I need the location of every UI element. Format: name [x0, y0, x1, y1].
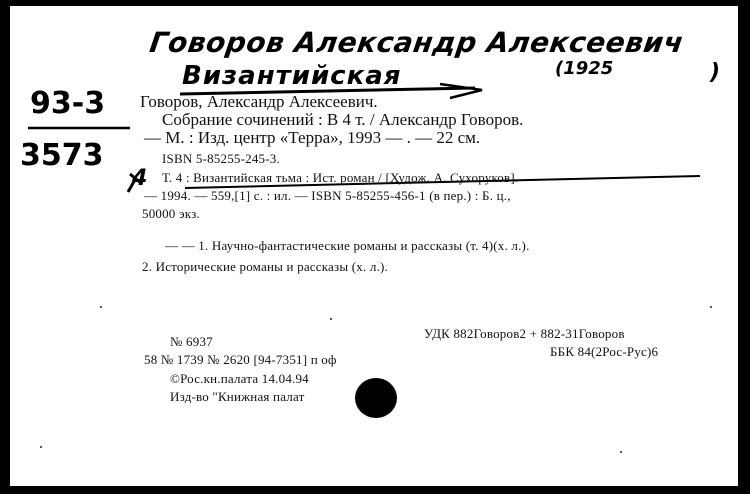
speck: [710, 306, 712, 308]
footer-publisher: Изд-во "Книжная палат: [170, 389, 305, 404]
entry-title: Собрание сочинений : В 4 т. / Александр Говоров.: [162, 110, 524, 129]
speck: [620, 451, 622, 453]
handwritten-title: Византийская: [182, 61, 402, 91]
handwritten-bracket: ): [710, 60, 721, 85]
udk-code: УДК 882Говоров2 + 882-31Говоров: [424, 326, 625, 341]
call-number-top: 93-3: [30, 86, 106, 121]
bbk-code: ББК 84(2Рос-Рус)6: [550, 344, 659, 359]
handwritten-author: Говоров Александр Алексеевич: [147, 26, 686, 59]
footer-copyright: ©Рос.кн.палата 14.04.94: [170, 371, 309, 386]
subject-line-2: 2. Исторические романы и рассказы (х. л.).: [142, 259, 388, 274]
entry-imprint: — М. : Изд. центр «Терра», 1993 — . — 22 см.: [144, 128, 481, 147]
ink-blot: [355, 378, 397, 418]
volume-mark: 4: [132, 166, 148, 191]
footer-line58: 58 № 1739 № 2620 [94-7351] п оф: [144, 352, 337, 367]
footer-num: № 6937: [170, 334, 213, 349]
speck: [330, 318, 332, 320]
speck: [40, 446, 42, 448]
speck: [100, 306, 102, 308]
entry-isbn: ISBN 5-85255-245-3.: [162, 151, 280, 166]
volume-line-2: — 1994. — 559,[1] с. : ил. — ISBN 5-85255-456-1 (в пер.) : Б. ц.,: [144, 188, 511, 203]
subject-line-1: — — 1. Научно-фантастические романы и рассказы (т. 4)(х. л.).: [165, 238, 530, 253]
entry-heading: Говоров, Александр Алексеевич.: [140, 92, 378, 111]
volume-line-3: 50000 экз.: [142, 206, 200, 221]
call-number-bottom: 3573: [20, 138, 104, 173]
handwritten-year: (1925: [555, 58, 614, 79]
volume-line-1: Т. 4 : Византийская тьма : Ист. роман / [Худож. А. Сухоруков].: [162, 170, 519, 185]
catalog-card: [10, 6, 738, 486]
